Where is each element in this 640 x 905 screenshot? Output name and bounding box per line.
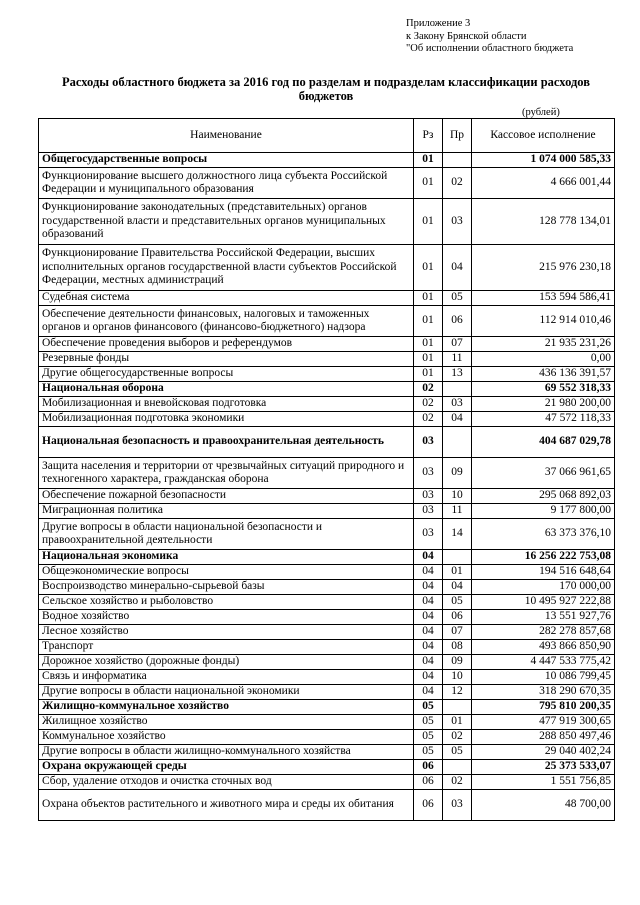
table-header-row — [39, 119, 615, 153]
cell-pr: 03 — [443, 199, 472, 245]
cell-rz: 04 — [414, 595, 443, 610]
cell-pr — [443, 427, 472, 458]
cell-name: Охрана объектов растительного и животного мира и среды их обитания — [39, 790, 414, 821]
cell-name: Общеэкономические вопросы — [39, 565, 414, 580]
table-row — [39, 715, 615, 730]
cell-rz: 04 — [414, 640, 443, 655]
cell-name: Коммунальное хозяйство — [39, 730, 414, 745]
table-row — [39, 745, 615, 760]
unit-label: (рублей) — [522, 107, 560, 118]
cell-sum: 63 373 376,10 — [472, 519, 615, 550]
header-pr: Пр — [443, 119, 472, 153]
cell-name: Другие вопросы в области национальной безопасности и правоохранительной деятельности — [39, 519, 414, 550]
cell-name: Национальная оборона — [39, 382, 414, 397]
cell-sum: 153 594 586,41 — [472, 291, 615, 306]
table-row — [39, 610, 615, 625]
table-row — [39, 168, 615, 199]
cell-rz: 04 — [414, 565, 443, 580]
cell-pr: 01 — [443, 565, 472, 580]
cell-name: Водное хозяйство — [39, 610, 414, 625]
cell-pr: 08 — [443, 640, 472, 655]
table-row — [39, 625, 615, 640]
cell-name: Общегосударственные вопросы — [39, 153, 414, 168]
cell-name: Обеспечение деятельности финансовых, налоговых и таможенных органов и органов финансового (финансово-бюджетного) надзора — [39, 306, 414, 337]
cell-rz: 03 — [414, 504, 443, 519]
table-row — [39, 489, 615, 504]
cell-pr: 05 — [443, 745, 472, 760]
table-row — [39, 291, 615, 306]
cell-sum: 21 980 200,00 — [472, 397, 615, 412]
cell-rz: 06 — [414, 790, 443, 821]
cell-pr — [443, 153, 472, 168]
table-body — [39, 153, 615, 821]
cell-name: Жилищно-коммунальное хозяйство — [39, 700, 414, 715]
cell-sum: 282 278 857,68 — [472, 625, 615, 640]
table-row — [39, 760, 615, 775]
cell-pr: 11 — [443, 352, 472, 367]
cell-rz: 02 — [414, 397, 443, 412]
cell-pr — [443, 700, 472, 715]
cell-sum: 477 919 300,65 — [472, 715, 615, 730]
cell-name: Национальная безопасность и правоохранительная деятельность — [39, 427, 414, 458]
cell-name: Другие общегосударственные вопросы — [39, 367, 414, 382]
table-row — [39, 595, 615, 610]
header-rz: Рз — [414, 119, 443, 153]
cell-sum: 13 551 927,76 — [472, 610, 615, 625]
cell-pr: 11 — [443, 504, 472, 519]
cell-rz: 01 — [414, 367, 443, 382]
cell-rz: 04 — [414, 625, 443, 640]
cell-rz: 03 — [414, 519, 443, 550]
cell-pr: 05 — [443, 291, 472, 306]
table-row — [39, 382, 615, 397]
cell-sum: 436 136 391,57 — [472, 367, 615, 382]
cell-rz: 01 — [414, 306, 443, 337]
cell-sum: 4 447 533 775,42 — [472, 655, 615, 670]
cell-pr: 02 — [443, 730, 472, 745]
table-row — [39, 550, 615, 565]
cell-rz: 02 — [414, 382, 443, 397]
cell-pr: 07 — [443, 337, 472, 352]
cell-sum: 29 040 402,24 — [472, 745, 615, 760]
cell-rz: 06 — [414, 760, 443, 775]
cell-pr: 13 — [443, 367, 472, 382]
annex-line-3: "Об исполнении областного бюджета — [406, 43, 574, 54]
cell-sum: 128 778 134,01 — [472, 199, 615, 245]
cell-name: Сельское хозяйство и рыболовство — [39, 595, 414, 610]
cell-pr — [443, 760, 472, 775]
cell-pr: 09 — [443, 458, 472, 489]
cell-pr: 06 — [443, 306, 472, 337]
cell-rz: 03 — [414, 489, 443, 504]
cell-pr: 10 — [443, 489, 472, 504]
cell-name: Резервные фонды — [39, 352, 414, 367]
cell-pr: 04 — [443, 412, 472, 427]
table-row — [39, 367, 615, 382]
cell-sum: 170 000,00 — [472, 580, 615, 595]
cell-rz: 01 — [414, 153, 443, 168]
cell-rz: 04 — [414, 655, 443, 670]
cell-name: Миграционная политика — [39, 504, 414, 519]
cell-sum: 318 290 670,35 — [472, 685, 615, 700]
table-row — [39, 580, 615, 595]
cell-name: Функционирование законодательных (представительных) органов государственной власти и представительных органов муниципальных образований — [39, 199, 414, 245]
cell-pr — [443, 382, 472, 397]
cell-sum: 47 572 118,33 — [472, 412, 615, 427]
budget-table — [38, 118, 615, 821]
cell-rz: 01 — [414, 337, 443, 352]
cell-name: Связь и информатика — [39, 670, 414, 685]
table-row — [39, 412, 615, 427]
cell-name: Функционирование высшего должностного лица субъекта Российской Федерации и муниципального образования — [39, 168, 414, 199]
table-row — [39, 775, 615, 790]
cell-name: Транспорт — [39, 640, 414, 655]
cell-rz: 05 — [414, 730, 443, 745]
table-row — [39, 640, 615, 655]
cell-rz: 05 — [414, 700, 443, 715]
cell-rz: 02 — [414, 412, 443, 427]
annex-line-1: Приложение 3 — [406, 18, 471, 29]
table-row — [39, 153, 615, 168]
cell-name: Другие вопросы в области жилищно-коммунального хозяйства — [39, 745, 414, 760]
cell-sum: 1 074 000 585,33 — [472, 153, 615, 168]
cell-rz: 01 — [414, 291, 443, 306]
cell-name: Жилищное хозяйство — [39, 715, 414, 730]
cell-name: Защита населения и территории от чрезвычайных ситуаций природного и техногенного характера, гражданская оборона — [39, 458, 414, 489]
table-row — [39, 352, 615, 367]
cell-sum: 16 256 222 753,08 — [472, 550, 615, 565]
cell-rz: 03 — [414, 427, 443, 458]
cell-pr: 05 — [443, 595, 472, 610]
table-row — [39, 730, 615, 745]
table-row — [39, 397, 615, 412]
cell-rz: 05 — [414, 745, 443, 760]
cell-rz: 01 — [414, 199, 443, 245]
cell-rz: 01 — [414, 352, 443, 367]
cell-name: Дорожное хозяйство (дорожные фонды) — [39, 655, 414, 670]
cell-pr: 06 — [443, 610, 472, 625]
cell-name: Лесное хозяйство — [39, 625, 414, 640]
cell-rz: 03 — [414, 458, 443, 489]
cell-sum: 1 551 756,85 — [472, 775, 615, 790]
table-row — [39, 655, 615, 670]
cell-sum: 25 373 533,07 — [472, 760, 615, 775]
cell-rz: 01 — [414, 168, 443, 199]
cell-name: Охрана окружающей среды — [39, 760, 414, 775]
cell-pr: 07 — [443, 625, 472, 640]
cell-sum: 10 495 927 222,88 — [472, 595, 615, 610]
cell-pr: 10 — [443, 670, 472, 685]
header-sum: Кассовое исполнение — [472, 119, 615, 153]
cell-name: Обеспечение пожарной безопасности — [39, 489, 414, 504]
cell-name: Национальная экономика — [39, 550, 414, 565]
cell-name: Мобилизационная подготовка экономики — [39, 412, 414, 427]
cell-pr — [443, 550, 472, 565]
cell-pr: 04 — [443, 580, 472, 595]
cell-sum: 795 810 200,35 — [472, 700, 615, 715]
cell-name: Другие вопросы в области национальной экономики — [39, 685, 414, 700]
cell-sum: 295 068 892,03 — [472, 489, 615, 504]
cell-pr: 02 — [443, 775, 472, 790]
table-row — [39, 458, 615, 489]
cell-sum: 194 516 648,64 — [472, 565, 615, 580]
annex-reference — [406, 18, 573, 56]
cell-pr: 14 — [443, 519, 472, 550]
cell-sum: 288 850 497,46 — [472, 730, 615, 745]
table-row — [39, 700, 615, 715]
cell-pr: 12 — [443, 685, 472, 700]
table-row — [39, 427, 615, 458]
cell-pr: 03 — [443, 790, 472, 821]
cell-sum: 21 935 231,26 — [472, 337, 615, 352]
cell-pr: 09 — [443, 655, 472, 670]
header-name: Наименование — [39, 119, 414, 153]
annex-line-2: к Закону Брянской области — [406, 30, 527, 42]
cell-rz: 04 — [414, 685, 443, 700]
cell-sum: 48 700,00 — [472, 790, 615, 821]
cell-rz: 06 — [414, 775, 443, 790]
cell-name: Функционирование Правительства Российской Федерации, высших исполнительных органов государственной власти субъектов Российской Федерации, местных администраций — [39, 245, 414, 291]
table-row — [39, 306, 615, 337]
table-row — [39, 685, 615, 700]
cell-rz: 04 — [414, 610, 443, 625]
cell-pr: 04 — [443, 245, 472, 291]
cell-sum: 404 687 029,78 — [472, 427, 615, 458]
cell-sum: 4 666 001,44 — [472, 168, 615, 199]
cell-sum: 9 177 800,00 — [472, 504, 615, 519]
table-row — [39, 670, 615, 685]
cell-rz: 01 — [414, 245, 443, 291]
cell-sum: 37 066 961,65 — [472, 458, 615, 489]
cell-rz: 04 — [414, 580, 443, 595]
table-row — [39, 504, 615, 519]
cell-rz: 05 — [414, 715, 443, 730]
cell-sum: 0,00 — [472, 352, 615, 367]
cell-sum: 215 976 230,18 — [472, 245, 615, 291]
cell-pr: 01 — [443, 715, 472, 730]
cell-pr: 03 — [443, 397, 472, 412]
cell-sum: 10 086 799,45 — [472, 670, 615, 685]
cell-name: Воспроизводство минерально-сырьевой базы — [39, 580, 414, 595]
table-row — [39, 337, 615, 352]
cell-pr: 02 — [443, 168, 472, 199]
table-row — [39, 245, 615, 291]
cell-name: Судебная система — [39, 291, 414, 306]
cell-sum: 493 866 850,90 — [472, 640, 615, 655]
cell-name: Мобилизационная и вневойсковая подготовка — [39, 397, 414, 412]
table-row — [39, 790, 615, 821]
cell-name: Обеспечение проведения выборов и референдумов — [39, 337, 414, 352]
document-title: Расходы областного бюджета за 2016 год по разделам и подразделам классификации расходов бюджетов — [62, 75, 590, 103]
cell-rz: 04 — [414, 550, 443, 565]
cell-rz: 04 — [414, 670, 443, 685]
cell-sum: 69 552 318,33 — [472, 382, 615, 397]
cell-sum: 112 914 010,46 — [472, 306, 615, 337]
cell-name: Сбор, удаление отходов и очистка сточных вод — [39, 775, 414, 790]
table-row — [39, 199, 615, 245]
table-row — [39, 565, 615, 580]
table-row — [39, 519, 615, 550]
